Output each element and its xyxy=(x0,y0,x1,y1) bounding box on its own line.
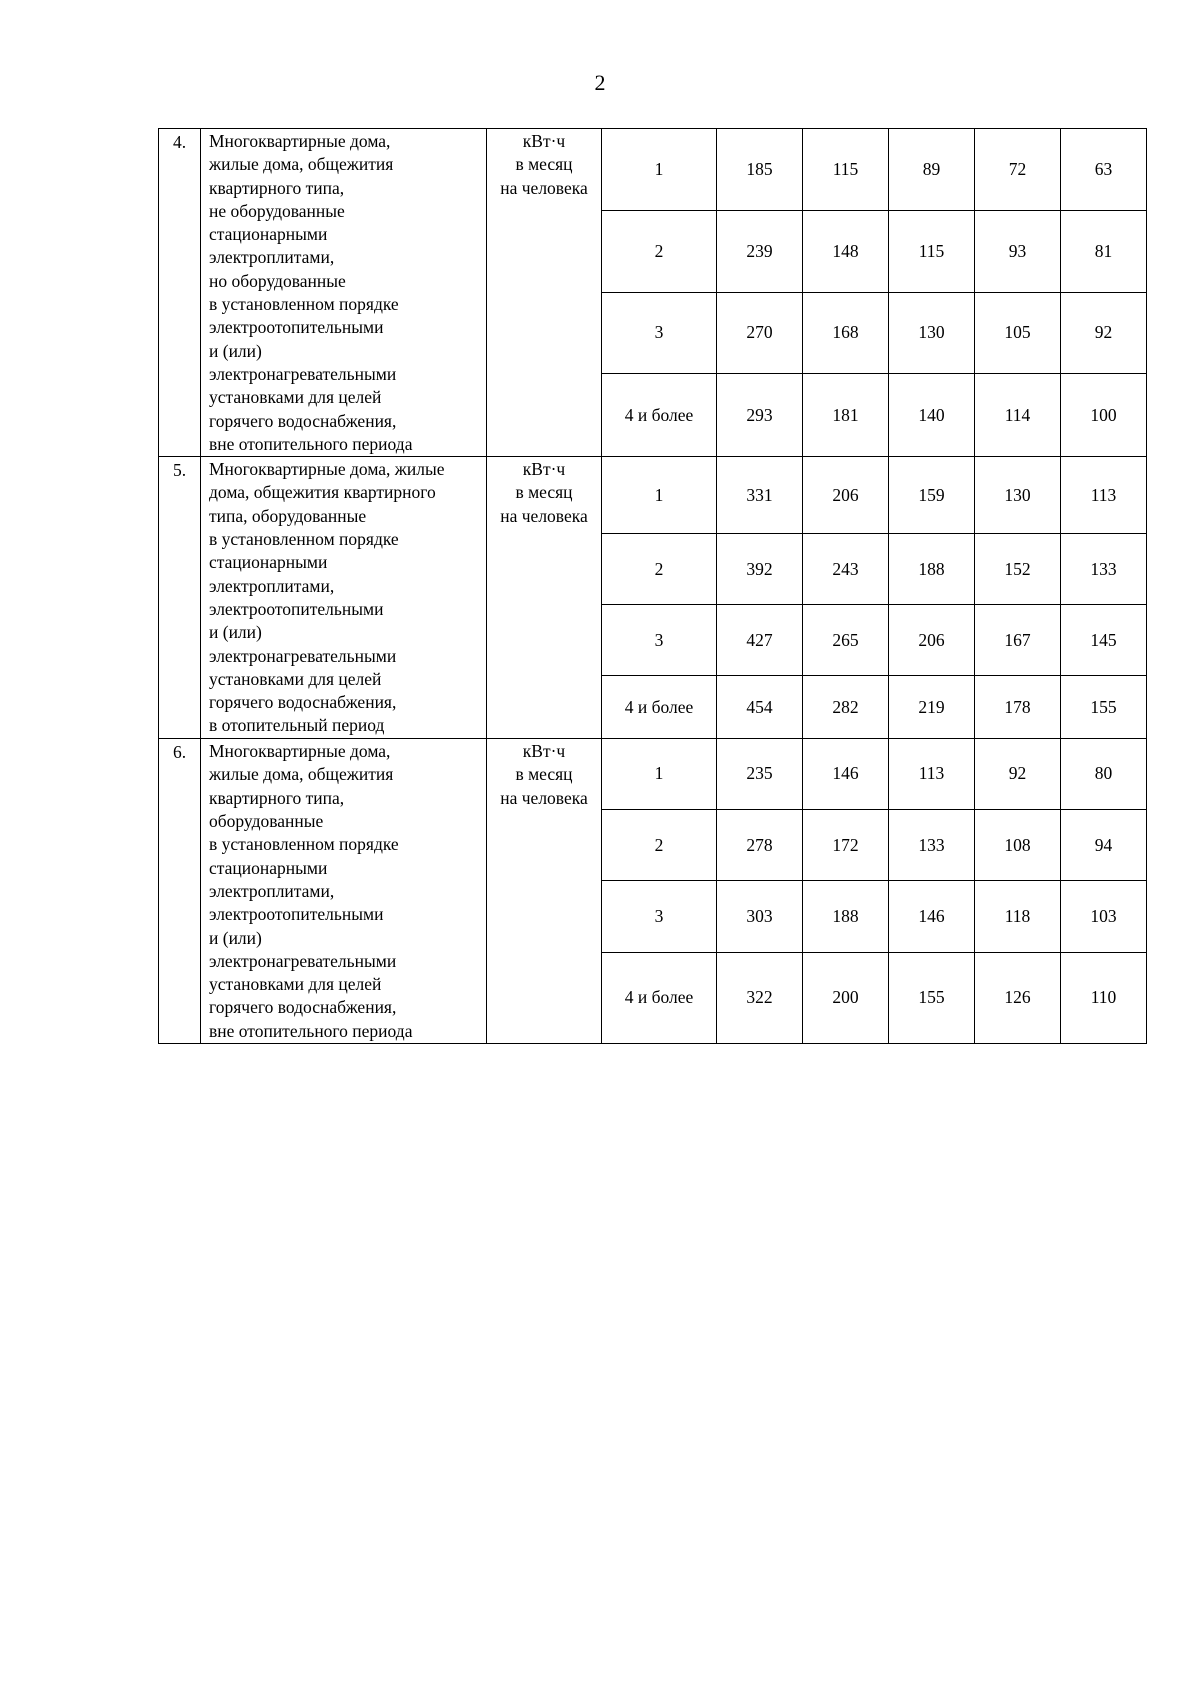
unit-line: кВт·ч xyxy=(522,131,566,151)
norm-value: 130 xyxy=(889,292,975,374)
norm-value: 181 xyxy=(803,374,889,457)
norm-value: 322 xyxy=(717,953,803,1044)
unit-line: кВт·ч xyxy=(522,459,566,480)
norm-value: 145 xyxy=(1061,605,1147,676)
norm-value: 282 xyxy=(803,676,889,739)
description-line: квартирного типа, xyxy=(209,177,345,198)
norm-value: 110 xyxy=(1061,953,1147,1044)
norm-value: 168 xyxy=(803,292,889,374)
housing-description xyxy=(201,457,487,739)
description-line: оборудованные xyxy=(209,811,324,832)
norm-value: 115 xyxy=(803,129,889,211)
persons-count: 1 xyxy=(602,457,717,534)
norm-value: 92 xyxy=(1061,292,1147,374)
description-line: электроплитами, xyxy=(209,575,335,596)
unit-line: в месяц xyxy=(515,764,573,785)
description-line: типа, оборудованные xyxy=(209,505,367,526)
housing-description xyxy=(201,129,487,457)
norm-value: 155 xyxy=(1061,676,1147,739)
description-line: жилые дома, общежития xyxy=(209,154,394,175)
norm-value: 270 xyxy=(717,292,803,374)
persons-count: 2 xyxy=(602,210,717,292)
description-line: и (или) xyxy=(209,622,262,643)
description-line: электроотопительными xyxy=(209,598,384,619)
table-body xyxy=(159,129,1147,1044)
norm-value: 265 xyxy=(803,605,889,676)
norm-value: 115 xyxy=(889,210,975,292)
description-line: электроотопительными xyxy=(209,904,384,925)
unit-line: на человека xyxy=(500,177,588,198)
description-line: электронагревательными xyxy=(209,363,397,384)
norm-value: 80 xyxy=(1061,739,1147,810)
description-line: установками для целей xyxy=(209,387,382,408)
description-line: стационарными xyxy=(209,224,328,245)
norm-value: 94 xyxy=(1061,809,1147,881)
norm-value: 185 xyxy=(717,129,803,211)
description-line: вне отопительного периода xyxy=(209,433,413,454)
table-row xyxy=(159,739,1147,810)
norm-value: 200 xyxy=(803,953,889,1044)
norm-value: 188 xyxy=(803,881,889,953)
description-line: жилые дома, общежития xyxy=(209,764,394,785)
description-line: но оборудованные xyxy=(209,270,346,291)
norm-value: 140 xyxy=(889,374,975,457)
description-line: в установленном порядке xyxy=(209,834,399,855)
norm-value: 126 xyxy=(975,953,1061,1044)
unit-of-measure xyxy=(487,457,602,739)
description-line: вне отопительного периода xyxy=(209,1020,413,1041)
housing-description xyxy=(201,739,487,1044)
norm-value: 114 xyxy=(975,374,1061,457)
description-line: и (или) xyxy=(209,927,262,948)
norm-value: 133 xyxy=(889,809,975,881)
description-line: электронагревательными xyxy=(209,950,397,971)
unit-line: кВт·ч xyxy=(522,741,566,762)
norm-value: 108 xyxy=(975,809,1061,881)
description-line: не оборудованные xyxy=(209,200,345,221)
norm-value: 118 xyxy=(975,881,1061,953)
norm-value: 239 xyxy=(717,210,803,292)
norm-value: 89 xyxy=(889,129,975,211)
norm-value: 172 xyxy=(803,809,889,881)
description-line: горячего водоснабжения, xyxy=(209,410,397,431)
description-line: электроотопительными xyxy=(209,317,384,338)
description-line: горячего водоснабжения, xyxy=(209,692,397,713)
description-line: Многоквартирные дома, жилые xyxy=(209,459,445,480)
description-line: и (или) xyxy=(209,340,262,361)
description-line: Многоквартирные дома, xyxy=(209,741,391,762)
unit-line: в месяц xyxy=(515,154,573,175)
norm-value: 243 xyxy=(803,534,889,605)
description-line: дома, общежития квартирного xyxy=(209,482,436,503)
row-number: 5. xyxy=(159,457,201,739)
norm-value: 93 xyxy=(975,210,1061,292)
persons-count: 3 xyxy=(602,605,717,676)
persons-count: 3 xyxy=(602,292,717,374)
description-line: электроплитами, xyxy=(209,247,335,268)
norm-value: 219 xyxy=(889,676,975,739)
unit-of-measure xyxy=(487,739,602,1044)
description-line: электроплитами, xyxy=(209,880,335,901)
persons-count: 2 xyxy=(602,534,717,605)
norm-value: 113 xyxy=(1061,457,1147,534)
norm-value: 303 xyxy=(717,881,803,953)
description-line: установками для целей xyxy=(209,974,382,995)
persons-count: 2 xyxy=(602,809,717,881)
unit-line: на человека xyxy=(500,505,588,526)
persons-count: 4 и более xyxy=(602,953,717,1044)
description-line: горячего водоснабжения, xyxy=(209,997,397,1018)
norm-value: 81 xyxy=(1061,210,1147,292)
norm-value: 113 xyxy=(889,739,975,810)
norm-value: 72 xyxy=(975,129,1061,211)
row-number: 4. xyxy=(159,129,201,457)
norm-value: 427 xyxy=(717,605,803,676)
norm-value: 130 xyxy=(975,457,1061,534)
persons-count: 3 xyxy=(602,881,717,953)
table-row xyxy=(159,457,1147,534)
page-number: 2 xyxy=(594,70,606,95)
norm-value: 235 xyxy=(717,739,803,810)
norm-value: 92 xyxy=(975,739,1061,810)
norm-value: 206 xyxy=(803,457,889,534)
description-line: в установленном порядке xyxy=(209,294,399,315)
persons-count: 4 и более xyxy=(602,374,717,457)
unit-of-measure xyxy=(487,129,602,457)
norm-value: 105 xyxy=(975,292,1061,374)
norm-value: 133 xyxy=(1061,534,1147,605)
norm-value: 100 xyxy=(1061,374,1147,457)
description-line: электронагревательными xyxy=(209,645,397,666)
norm-value: 103 xyxy=(1061,881,1147,953)
norm-value: 278 xyxy=(717,809,803,881)
norm-value: 293 xyxy=(717,374,803,457)
persons-count: 1 xyxy=(602,129,717,211)
norm-value: 178 xyxy=(975,676,1061,739)
norm-value: 146 xyxy=(803,739,889,810)
norm-value: 206 xyxy=(889,605,975,676)
unit-line: на человека xyxy=(500,787,588,808)
norm-value: 152 xyxy=(975,534,1061,605)
description-line: стационарными xyxy=(209,857,328,878)
description-line: стационарными xyxy=(209,552,328,573)
norm-value: 188 xyxy=(889,534,975,605)
norm-value: 454 xyxy=(717,676,803,739)
norm-value: 155 xyxy=(889,953,975,1044)
table-row xyxy=(159,129,1147,211)
persons-count: 4 и более xyxy=(602,676,717,739)
norm-value: 167 xyxy=(975,605,1061,676)
norm-value: 148 xyxy=(803,210,889,292)
description-line: в отопительный период xyxy=(209,715,385,736)
description-line: Многоквартирные дома, xyxy=(209,131,391,151)
persons-count: 1 xyxy=(602,739,717,810)
row-number: 6. xyxy=(159,739,201,1044)
norm-value: 392 xyxy=(717,534,803,605)
description-line: квартирного типа, xyxy=(209,787,345,808)
norm-value: 331 xyxy=(717,457,803,534)
norm-value: 159 xyxy=(889,457,975,534)
description-line: установками для целей xyxy=(209,668,382,689)
description-line: в установленном порядке xyxy=(209,529,399,550)
consumption-norms-table xyxy=(158,128,1147,1044)
norm-value: 63 xyxy=(1061,129,1147,211)
unit-line: в месяц xyxy=(515,482,573,503)
norm-value: 146 xyxy=(889,881,975,953)
